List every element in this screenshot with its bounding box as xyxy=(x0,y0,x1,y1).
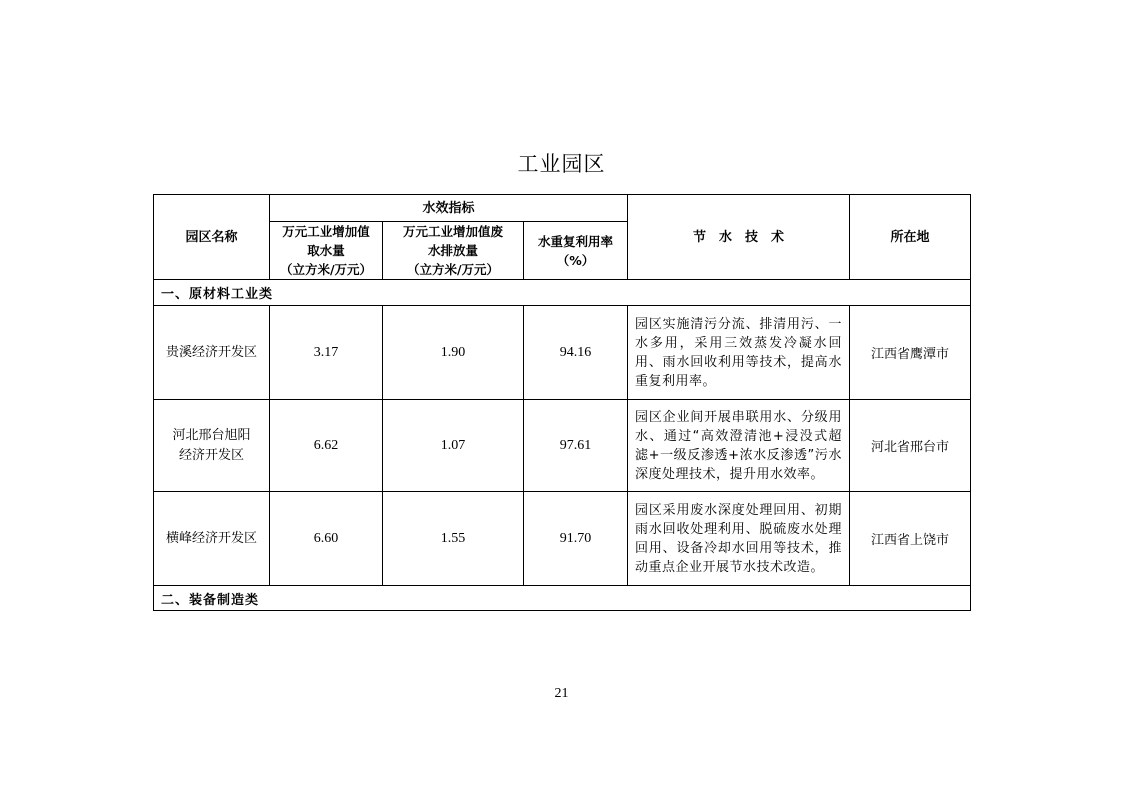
header-park-name: 园区名称 xyxy=(154,195,270,280)
wastewater-discharge-value: 1.07 xyxy=(383,400,524,492)
category-label: 一、原材料工业类 xyxy=(154,280,971,306)
water-saving-tech-text: 园区采用废水深度处理回用、初期雨水回收处理利用、脱硫废水处理回用、设备冷却水回用等技术，推动重点企业开展节水技术改造。 xyxy=(628,492,850,586)
park-name: 横峰经济开发区 xyxy=(154,492,270,586)
reuse-rate-value: 91.70 xyxy=(524,492,628,586)
location-value: 河北省邢台市 xyxy=(850,400,971,492)
table-row xyxy=(154,306,971,400)
header-water-withdrawal-line-2: 取水量 xyxy=(307,243,345,258)
header-row-1 xyxy=(154,195,971,222)
header-wastewater-discharge-line-2: 水排放量 xyxy=(427,243,478,258)
wastewater-discharge-value: 1.55 xyxy=(383,492,524,586)
location-value: 江西省上饶市 xyxy=(850,492,971,586)
header-location: 所在地 xyxy=(850,195,971,280)
header-reuse-rate-unit: （%） xyxy=(556,252,595,268)
header-wastewater-discharge-line-1: 万元工业增加值废 xyxy=(402,224,503,239)
water-withdrawal-value: 6.60 xyxy=(270,492,383,586)
category-row xyxy=(154,586,971,611)
park-name: 贵溪经济开发区 xyxy=(154,306,270,400)
park-name: 河北邢台旭阳经济开发区 xyxy=(154,400,270,492)
category-label: 二、装备制造类 xyxy=(154,586,971,611)
page-title: 工业园区 xyxy=(517,152,606,176)
reuse-rate-value: 97.61 xyxy=(524,400,628,492)
page-number: 21 xyxy=(554,686,569,701)
reuse-rate-value: 94.16 xyxy=(524,306,628,400)
water-withdrawal-value: 3.17 xyxy=(270,306,383,400)
header-wastewater-discharge-unit: （立方米/万元） xyxy=(406,262,500,277)
header-water-withdrawal-line-1: 万元工业增加值 xyxy=(282,224,370,239)
wastewater-discharge-value: 1.90 xyxy=(383,306,524,400)
header-wastewater-discharge xyxy=(383,222,524,280)
header-water-withdrawal-unit: （立方米/万元） xyxy=(279,262,373,277)
header-water-saving-tech: 节 水 技 术 xyxy=(628,195,850,280)
header-water-efficiency: 水效指标 xyxy=(270,195,628,222)
industrial-park-table xyxy=(153,194,971,611)
water-saving-tech-text: 园区实施清污分流、排清用污、一水多用，采用三效蒸发冷凝水回用、雨水回收利用等技术，提高水重复利用率。 xyxy=(628,306,850,400)
header-reuse-rate xyxy=(524,222,628,280)
header-reuse-rate-line-1: 水重复利用率 xyxy=(537,233,613,249)
table-row xyxy=(154,492,971,586)
category-row xyxy=(154,280,971,306)
water-saving-tech-text: 园区企业间开展串联用水、分级用水、通过“高效澄清池+浸没式超滤+一级反渗透+浓水反渗透”污水深度处理技术，提升用水效率。 xyxy=(628,400,850,492)
header-water-withdrawal xyxy=(270,222,383,280)
location-value: 江西省鹰潭市 xyxy=(850,306,971,400)
water-withdrawal-value: 6.62 xyxy=(270,400,383,492)
table-row xyxy=(154,400,971,492)
